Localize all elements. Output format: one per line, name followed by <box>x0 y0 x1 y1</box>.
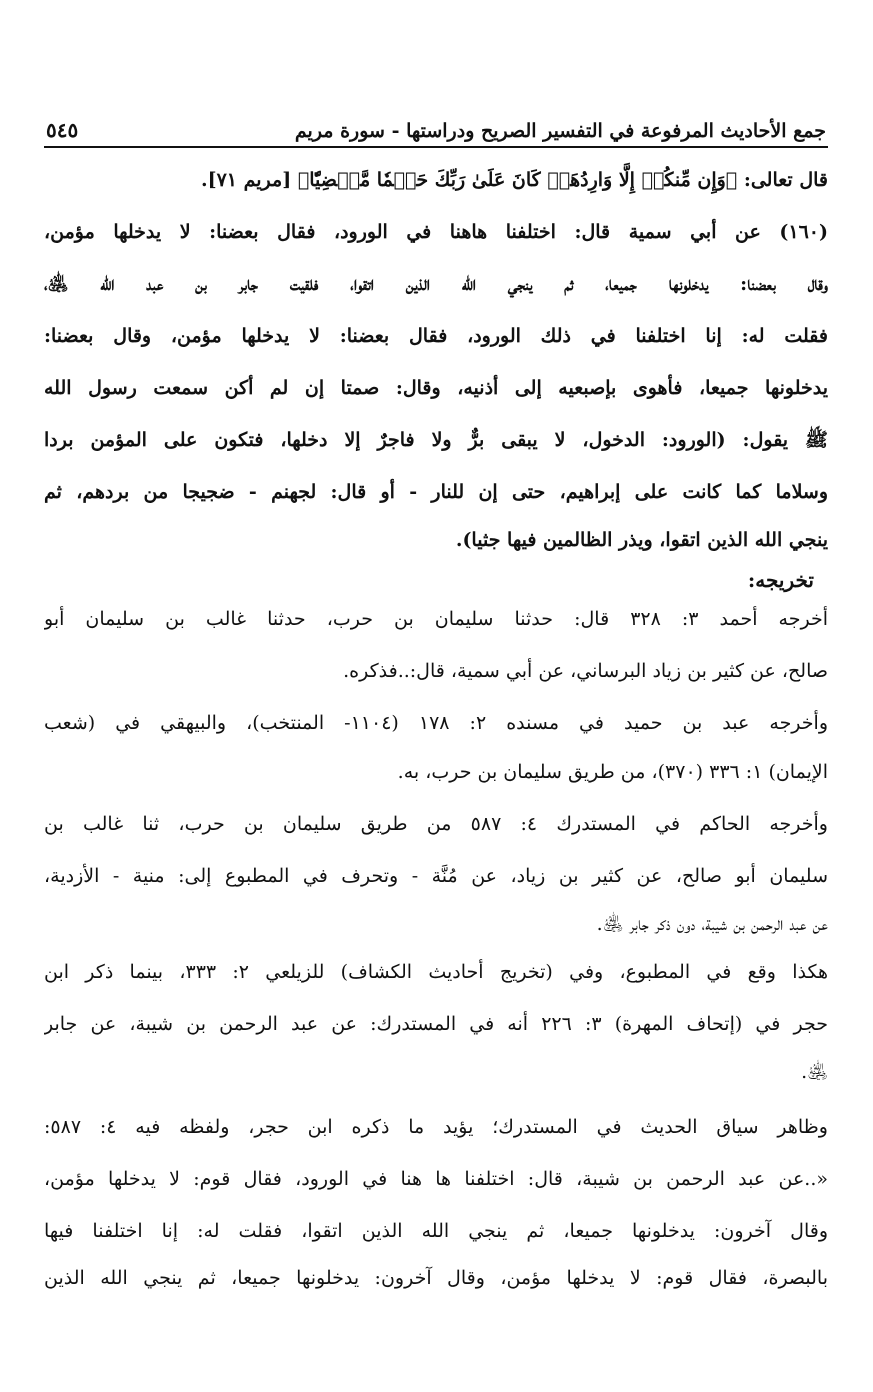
body-line: الإيمان) ١: ٣٣٦ (٣٧٠)، من طريق سليمان بن حرب، به. <box>397 761 828 783</box>
body-line: وظاهر سياق الحديث في المستدرك؛ يؤيد ما ذكره ابن حجر، ولفظه فيه ٤: ٥٨٧: <box>44 1116 828 1138</box>
body-line: «..عن عبد الرحمن بن شيبة، قال: اختلفنا ها هنا في الورود، فقال قوم: لا يدخلها مؤمن، <box>44 1168 828 1190</box>
body-line: أخرجه أحمد ٣: ٣٢٨ قال: حدثنا سليمان بن حرب، حدثنا غالب بن سليمان أبو <box>44 608 828 630</box>
hadith-line: فقلت له: إنا اختلفنا في ذلك الورود، فقال بعضنا: لا يدخلها مؤمن، وقال بعضنا: <box>44 325 828 347</box>
body-line: ﵁. <box>801 1061 828 1083</box>
body-line: بالبصرة، فقال قوم: لا يدخلها مؤمن، وقال آخرون: يدخلونها جميعا، ثم ينجي الله الذين <box>44 1267 828 1289</box>
running-title: جمع الأحاديث المرفوعة في التفسير الصريح ودراستها - سورة مريم <box>294 120 826 142</box>
running-header <box>44 108 828 148</box>
hadith-line: ينجي الله الذين اتقوا، ويذر الظالمين فيها جثيا). <box>455 529 828 551</box>
body-line: وأخرجه الحاكم في المستدرك ٤: ٥٨٧ من طريق سليمان بن حرب، ثنا غالب بن <box>44 813 828 835</box>
hadith-line: (١٦٠) عن أبي سمية قال: اختلفنا هاهنا في الورود، فقال بعضنا: لا يدخلها مؤمن، <box>44 221 828 243</box>
body-line: وأخرجه عبد بن حميد في مسنده ٢: ١٧٨ (١١٠٤- المنتخب)، والبيهقي في (شعب <box>44 712 828 734</box>
hadith-line: وسلاما كما كانت على إبراهيم، حتى إن للنار - أو قال: لجهنم - ضجيجا من بردهم، ثم <box>44 481 828 503</box>
hadith-line: يدخلونها جميعا، فأهوى بإصبعيه إلى أذنيه، وقال: صمتا إن لم أكن سمعت رسول الله <box>44 377 828 399</box>
body-line: سليمان أبو صالح، عن كثير بن زياد، عن مُنَّة - وتحرف في المطبوع إلى: منية - الأزدية، <box>44 865 828 887</box>
body-line: هكذا وقع في المطبوع، وفي (تخريج أحاديث الكشاف) للزيلعي ٢: ٣٣٣، بينما ذكر ابن <box>44 961 828 983</box>
takhrij-heading: تخريجه: <box>747 568 814 592</box>
hadith-line: ﷺ يقول: (الورود: الدخول، لا يبقى برٌّ ولا فاجرٌ إلا دخلها، فتكون على المؤمن بردا <box>44 429 828 451</box>
verse-line: قال تعالى: ﴿وَإِن مِّنكُمۡ إِلَّا وَارِدُهَاۚ كَانَ عَلَىٰ رَبِّكَ حَتۡمٗا مَّقۡضِيّٗا﴾ [مريم ٧١]. <box>200 169 828 191</box>
section-heading <box>44 560 828 600</box>
page-number: ٥٤٥ <box>46 118 79 142</box>
body-line: حجر في (إتحاف المهرة) ٣: ٢٢٦ أنه في المستدرك: عن عبد الرحمن بن شيبة، عن جابر <box>44 1013 828 1035</box>
body-line: عن عبد الرحمن بن شيبة، دون ذكر جابر ﵁. <box>596 913 828 935</box>
body-line: وقال آخرون: يدخلونها جميعا، ثم ينجي الله الذين اتقوا، فقلت له: إنا اختلفنا فيها <box>44 1220 828 1242</box>
body-line: صالح، عن كثير بن زياد البرساني، عن أبي سمية، قال:..فذكره. <box>343 660 828 682</box>
hadith-line: وقال بعضنا: يدخلونها جميعا، ثم ينجي الله الذين اتقوا، فلقيت جابر بن عبد الله ﵁، <box>44 273 828 295</box>
